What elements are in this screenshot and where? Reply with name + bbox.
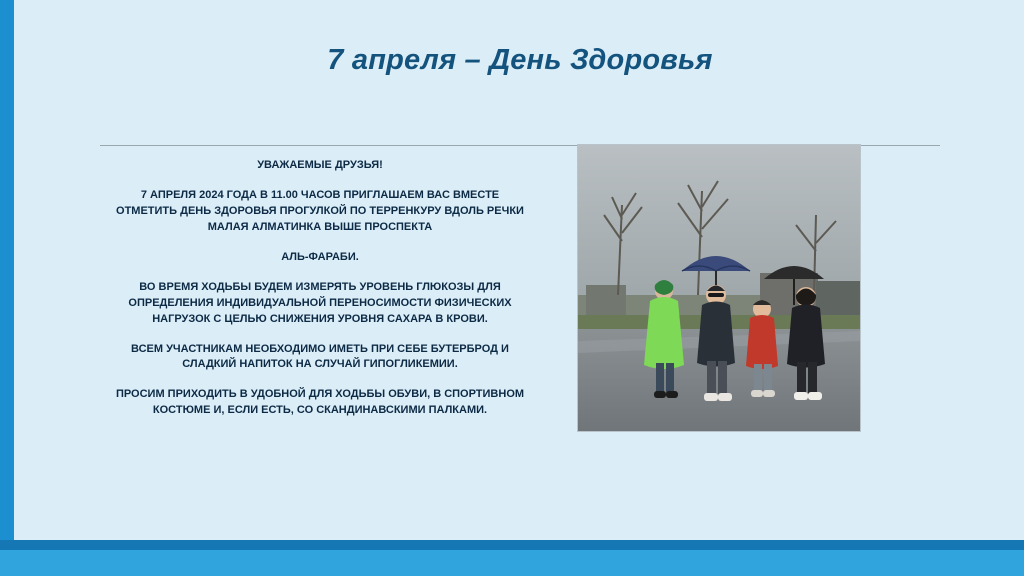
photo-illustration — [578, 145, 860, 431]
bottom-accent-bar-dark — [0, 540, 1024, 550]
paragraph: ПРОСИМ ПРИХОДИТЬ В УДОБНОЙ ДЛЯ ХОДЬБЫ ОБУВИ, В СПОРТИВНОМ КОСТЮМЕ И, ЕСЛИ ЕСТЬ, СО СКАНДИНАВСКИМИ ПАЛКАМИ. — [115, 388, 525, 417]
paragraph: 7 АПРЕЛЯ 2024 ГОДА В 11.00 ЧАСОВ ПРИГЛАШАЕМ ВАС ВМЕСТЕ ОТМЕТИТЬ ДЕНЬ ЗДОРОВЬЯ ПРОГУЛКОЙ ПО ТЕРРЕНКУРУ ВДОЛЬ РЕЧКИ МАЛАЯ АЛМАТИНКА ВЫШЕ ПРОСПЕКТА — [116, 188, 524, 233]
bottom-accent-bar-light — [0, 550, 1024, 576]
page-title: 7 апреля – День Здоровья — [327, 44, 713, 76]
announcement-text — [110, 158, 530, 419]
group-photo — [577, 144, 861, 432]
paragraph: ВО ВРЕМЯ ХОДЬБЫ БУДЕМ ИЗМЕРЯТЬ УРОВЕНЬ ГЛЮКОЗЫ ДЛЯ ОПРЕДЕЛЕНИЯ ИНДИВИДУАЛЬНОЙ ПЕРЕНОСИМОСТИ ФИЗИЧЕСКИХ НАГРУЗОК С ЦЕЛЬЮ СНИЖЕНИЯ УРОВНЯ САХАРА В КРОВИ. — [128, 280, 512, 325]
left-accent-bar — [0, 0, 14, 576]
paragraph: ВСЕМ УЧАСТНИКАМ НЕОБХОДИМО ИМЕТЬ ПРИ СЕБЕ БУТЕРБРОД И СЛАДКИЙ НАПИТОК НА СЛУЧАЙ ГИПОГЛИКЕМИИ. — [131, 342, 509, 371]
paragraph: АЛЬ-ФАРАБИ. — [281, 250, 359, 263]
paragraph: УВАЖАЕМЫЕ ДРУЗЬЯ! — [257, 159, 383, 171]
